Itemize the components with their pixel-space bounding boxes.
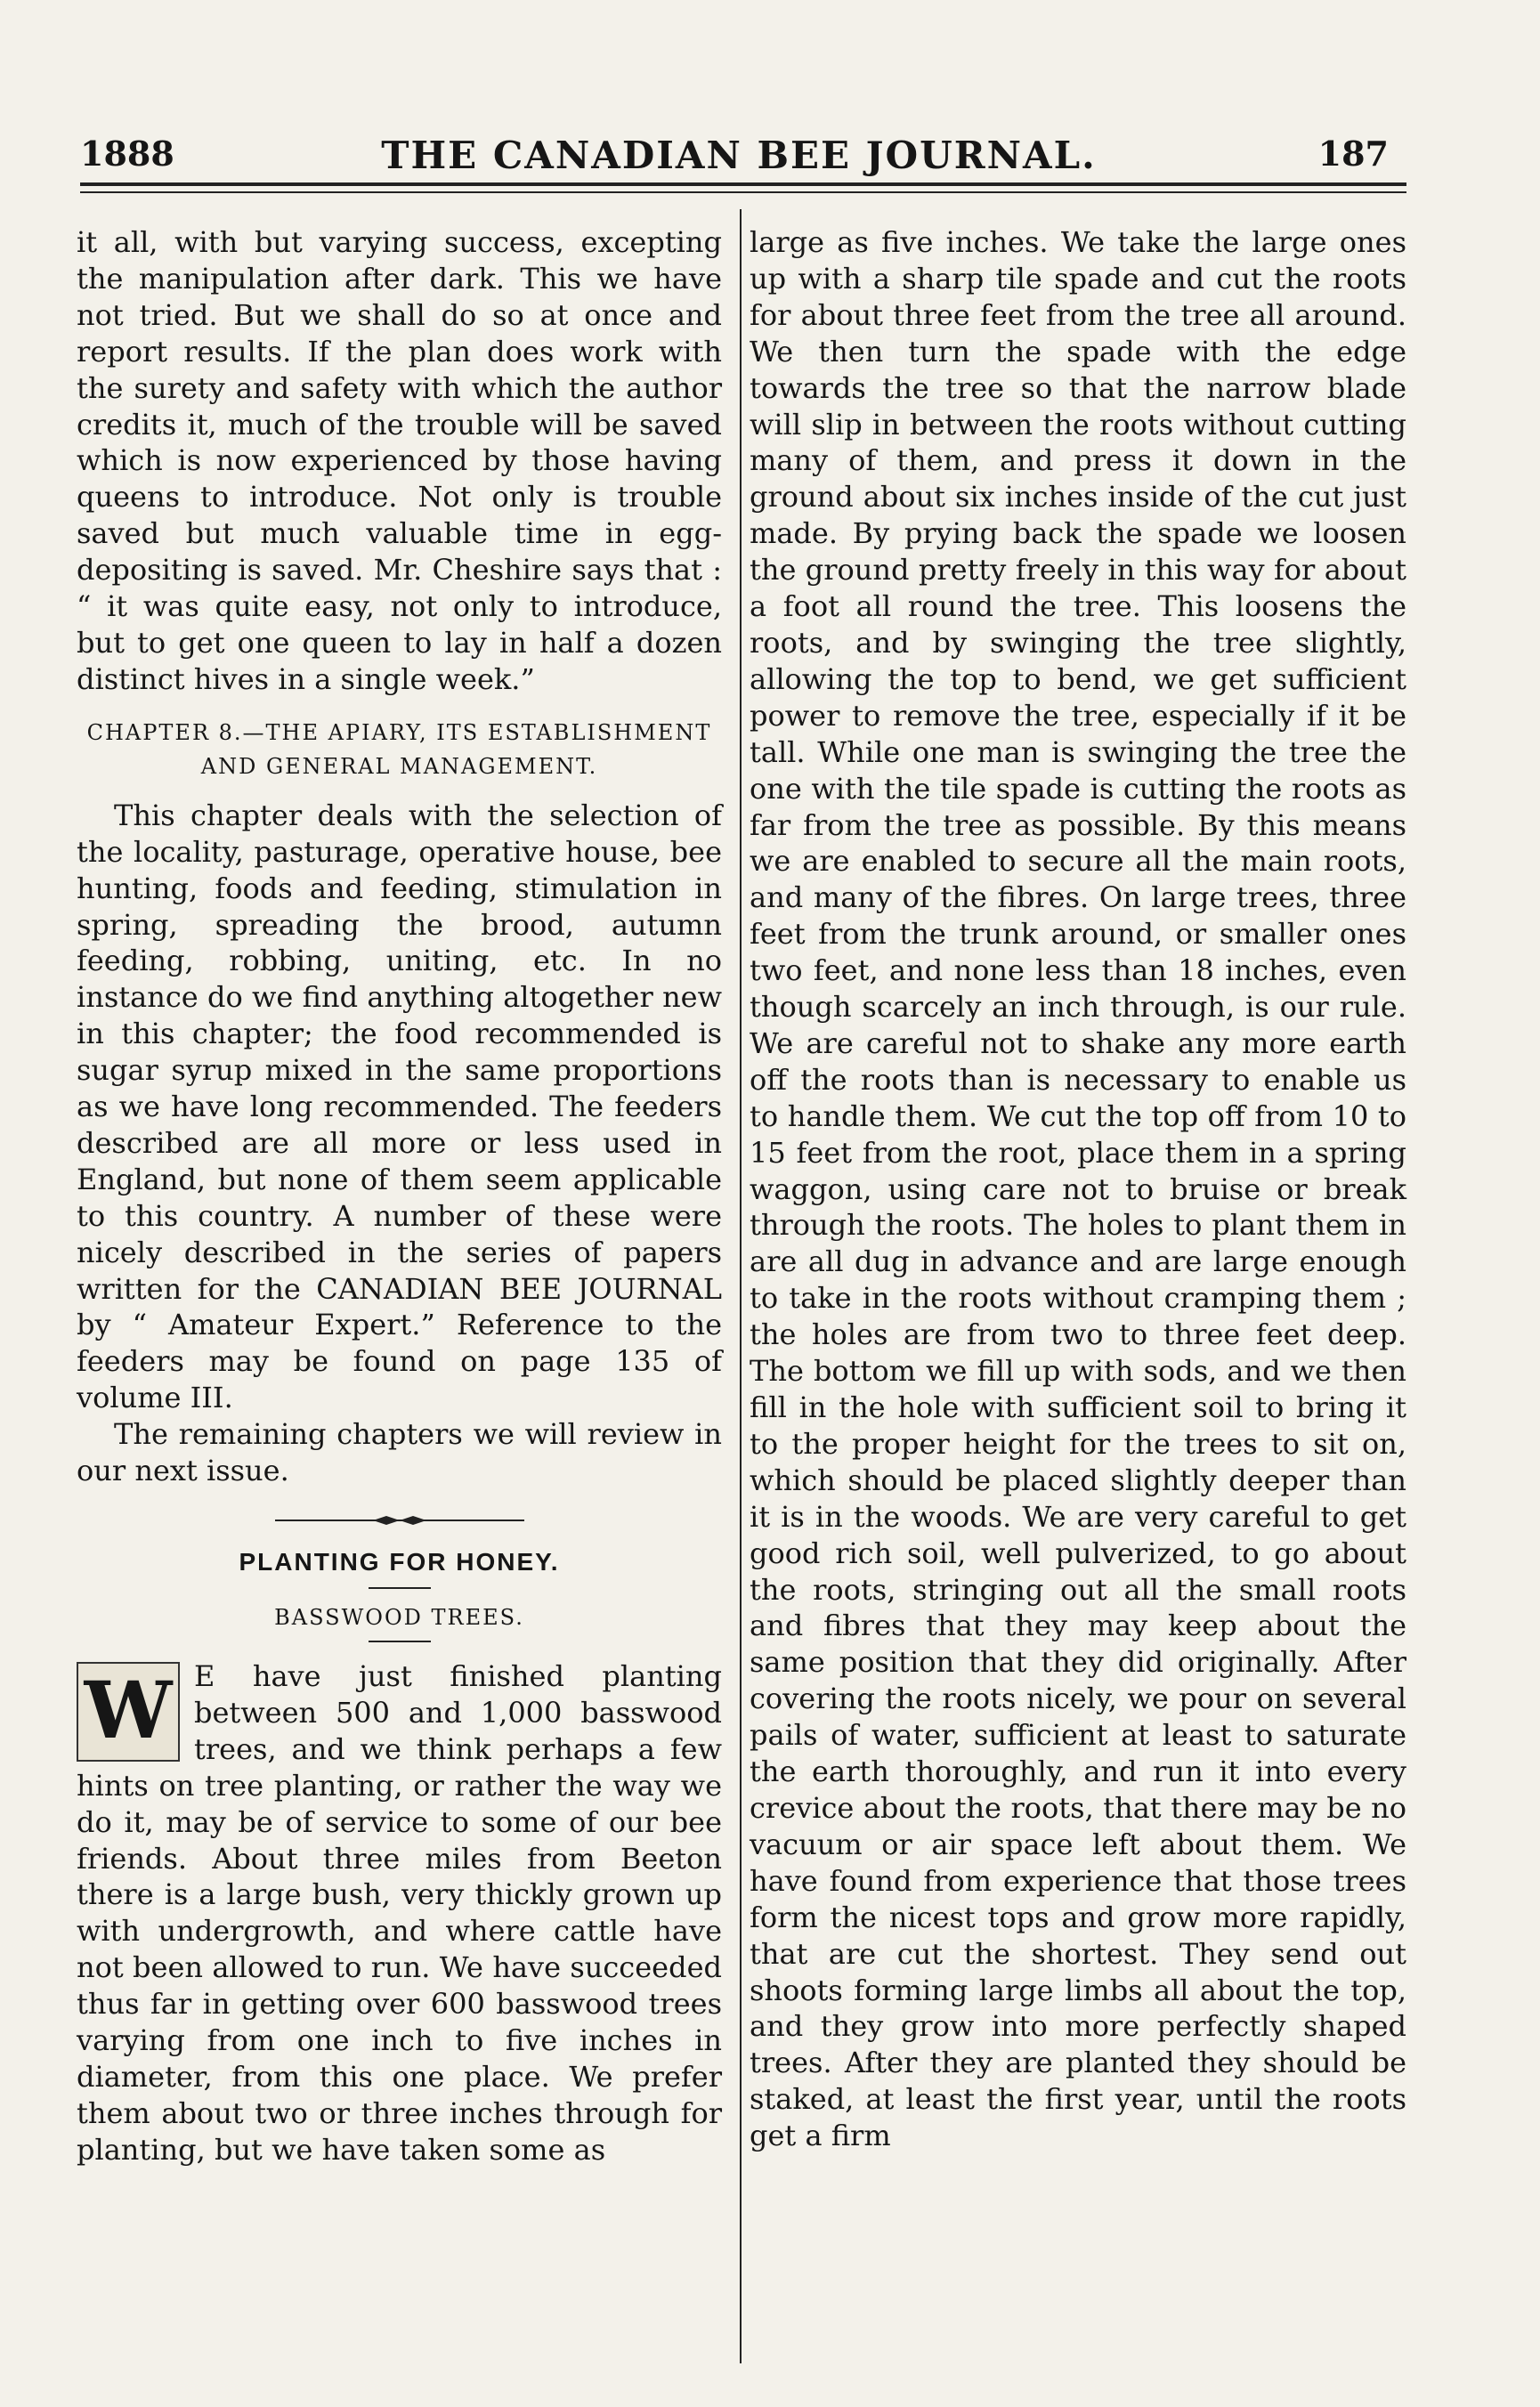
journal-title: THE CANADIAN BEE JOURNAL. (381, 134, 1097, 177)
left-column (77, 224, 722, 2168)
ornament-divider (275, 1514, 524, 1527)
subtitle-rule (369, 1641, 431, 1642)
article-subtitle: BASSWOOD TREES. (274, 1605, 524, 1630)
column-divider (740, 209, 742, 2363)
header-rule-thin (80, 191, 1406, 193)
article-paragraph: E have just finished planting between 500 and 1,000 basswood trees, and we think perhaps a few hints on tree planting, or rather the way we do it, may be of service to some of our bee friends. About three miles from Beeton there is a large bush, very thickly grown up with undergrowth, and where cattle have not been allowed to run. We have succeeded thus far in getting over 600 basswood trees varying from one inch to five inches in diameter, from this one place. We prefer them about two or three inches through for planting, but we have taken some as (77, 1659, 722, 2167)
chapter-summary-paragraph: This chapter deals with the selection of the locality, pasturage, operative house, bee hunting, foods and feeding, stimulation in spring, spreading the brood, autumn feeding, robbing, uniting, etc. In no instance do we find anything altogether new in this chapter; the food recommended is sugar syrup mixed in the same proportions as we have long recommended. The feeders described are all more or less used in England, but none of them seem applicable to this country. A number of these were nicely described in the series of papers written for the CANADIAN BEE JOURNAL by “ Amateur Expert.” Reference to the feeders may be found on page 135 of volume III. (77, 798, 722, 1415)
article-continuation: large as five inches. We take the large ones up with a sharp tile spade and cut the roots for about three feet from the tree all around. We then turn the spade with the edge towards the tree so that the narrow blade will slip in between the roots without cutting many of them, and press it down in the ground about six inches inside of the cut just made. By prying back the spade we loosen the ground pretty freely in this way for about a foot all round the tree. This loosens the roots, and by swinging the tree slightly, allowing the top to bend, we get sufficient power to remove the tree, especially if it be tall. While one man is swinging the tree the one with the tile spade is cutting the roots as far from the tree as possible. By this means we are enabled to secure all the main roots, and many of the fibres. On large trees, three feet from the trunk around, or smaller ones two feet, and none less than 18 inches, even though scarcely an inch through, is our rule. We are careful not to shake any more earth off the roots than is necessary to enable us to handle them. We cut the top off from 10 to 15 feet from the root, place them in a spring waggon, using care not to bruise or break through the roots. The holes to plant them in are all dug in advance and are large enough to take in the roots without cramping them ; the holes are from two to three feet deep. The bottom we fill up with sods, and we then fill in the hole with sufficient soil to bring it to the proper height for the trees to sit on, which should be placed slightly deeper than it is in the woods. We are very careful to get good rich soil, well pulverized, to go about the roots, stringing out all the small roots and fibres that they may keep about the same position that they did originally. After covering the roots nicely, we pour on several pails of water, sufficient at least to saturate the earth thoroughly, and run it into every crevice about the roots, that there may be no vacuum or air space left about them. We have found from experience that those trees form the nicest tops and grow more rapidly, that are cut the shortest. They send out shoots forming large limbs all about the top, and they grow into more perfectly shaped trees. After they are planted they should be staked, at least the first year, until the roots get a firm (750, 225, 1406, 2153)
title-rule (369, 1587, 431, 1589)
header-rule-thick (80, 182, 1406, 186)
article-title: PLANTING FOR HONEY. (239, 1548, 560, 1576)
page-number: 187 (1317, 134, 1389, 174)
review-paragraph-end: it all, with but varying success, excepting the manipulation after dark. This we have not tried. But we shall do so at once and report results. If the plan does work with the surety and safety with which the author credits it, much of the trouble will be saved which is now experienced by those having queens to introduce. Not only is trouble saved but much valuable time in egg-depositing is saved. Mr. Cheshire says that : “ it was quite easy, not only to introduce, but to get one queen to lay in half a dozen distinct hives in a single week.” (77, 225, 722, 696)
chapter-heading: CHAPTER 8.—THE APIARY, ITS ESTABLISHMENT AND GENERAL MANAGEMENT. (86, 719, 712, 779)
header-year: 1888 (80, 134, 174, 174)
right-column (750, 224, 1406, 2154)
closing-paragraph: The remaining chapters we will review in our next issue. (77, 1417, 722, 1488)
page-header (80, 134, 1398, 187)
ornamental-drop-cap: W (77, 1662, 180, 1762)
